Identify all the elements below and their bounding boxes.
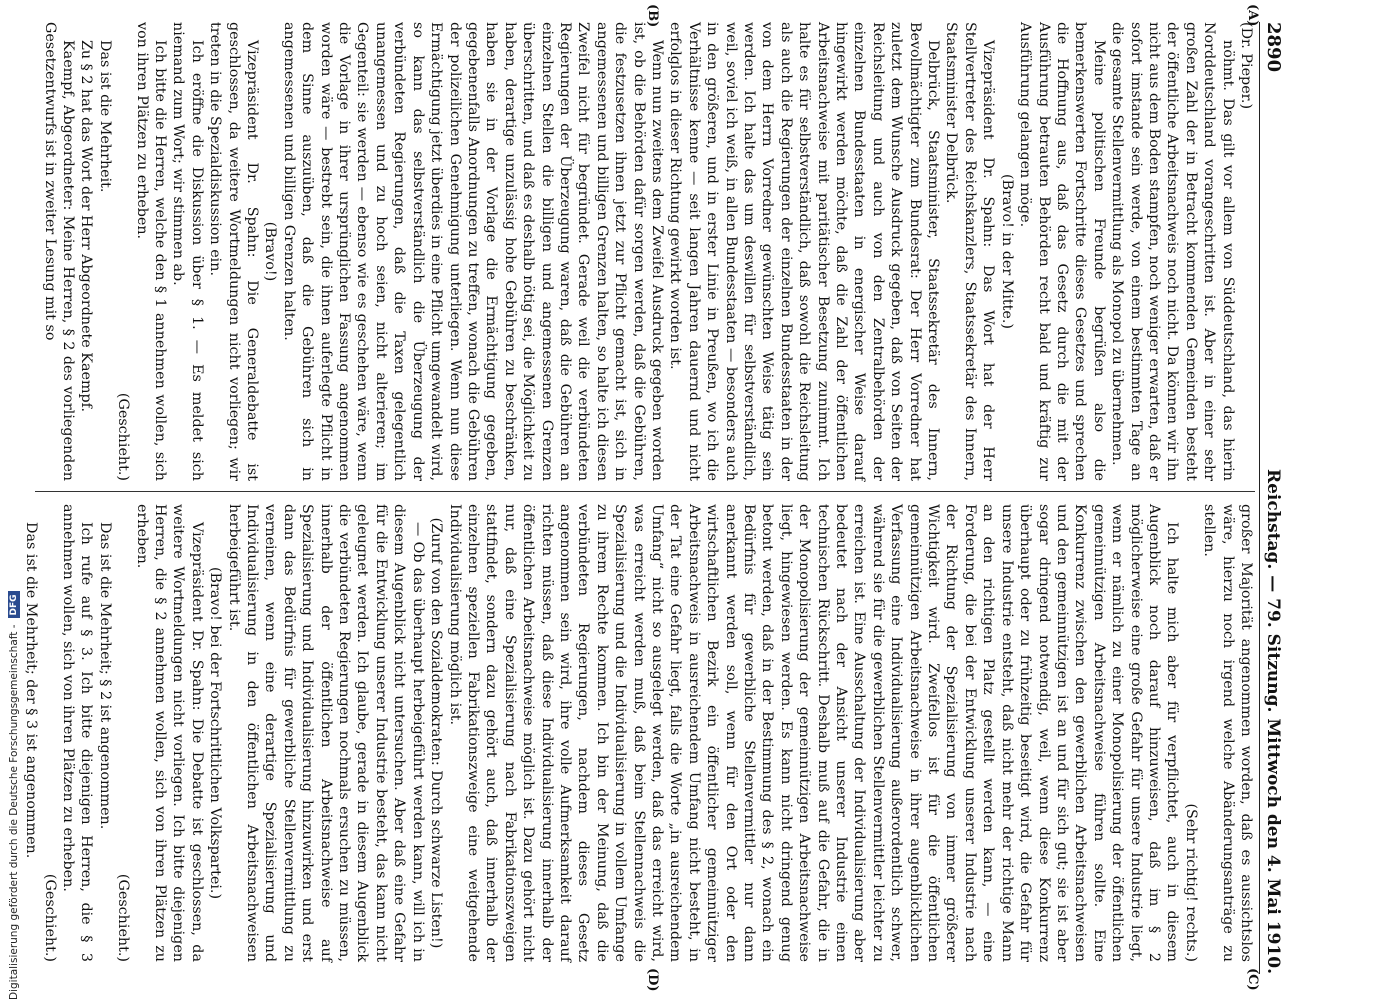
paragraph: Kaempf, Abgeordneter: Meine Herren, § 2 des vorliegenden Gesetzentwurfs ist in zweiter Lesung mit so (41, 22, 76, 481)
paragraph: Zu § 2 hat das Wort der Herr Abgeordnete Kaempf. (78, 40, 95, 412)
paragraph: Das ist die Mehrheit; § 2 ist angenommen. (96, 522, 113, 830)
margin-mark-b: (B) (645, 4, 660, 28)
paragraph: Vizepräsident Dr. Spahn: Das Wort hat der Herr Stellvertreter des Reichskanzlers, Staatssekretär des Innern, Staatsminister Delbrück. (943, 22, 997, 481)
reaction: (Geschieht.) (115, 873, 132, 962)
running-header (1259, 22, 1284, 974)
reaction: (Geschieht.) (115, 392, 132, 481)
paragraph: Vizepräsident Dr. Spahn: Die Generaldebatte ist geschlossen, da weitere Wortmeldungen nicht vorliegen; wir treten in die Spezialdiskussion ein. (207, 22, 261, 481)
paragraph: Meine politischen Freunde begrüßen also die bemerkenswerten Fortschritte dieses Gesetzes und sprechen die Hoffnung aus, daß das Gesetz durch die mit der Ausführung betrauten Behörden recht bald und kräftig zur Ausführung gelangen möge. (1017, 22, 1107, 481)
paragraph: nöhmt. Das gilt vor allem von Süddeutschland, das hierin Norddeutschland vorangeschritten ist. Aber in einer sehr großen Zahl der in Betracht kommenden Gemeinden besteht der öffentliche Arbeitsnachweis noch nicht. Da können wir ihn nicht aus dem Boden stampfen, noch weniger erwarten, daß er sofort imstande sein werde, von einem bestimmten Tage an die gesamte Stellenvermittlung als Monopol zu übernehmen. (1109, 22, 1236, 481)
paragraph: — Ob das überhaupt herbeigeführt werden kann, will ich in diesem Augenblick nicht untersuchen. Aber daß eine Gefahr für die Entwicklung unserer Industrie besteht, das kann nicht geleugnet werden. Ich glaube, gerade in diesem Augenblick die verbündeten Regierungen nochmals ersuchen zu müssen, innerhalb der öffentlichen Arbeitsnachweise auf Spezialisierung und Individualisierung hinzuwirken und erst dann das Bedürfnis für gewerbliche Stellenvermittlung zu verneinen, wenn eine derartige Spezialisierung und Individualisierung in den öffentlichen Arbeitsnachweisen herbeigeführt ist. (225, 504, 426, 962)
reaction: (Bravo! in der Mitte.) (998, 173, 1015, 330)
margin-mark-d: (D) (645, 968, 660, 992)
paragraph: Ich halte mich aber für verpflichtet, auch in diesem Augenblick noch darauf hinzuweisen, daß im § 2 möglicherweise eine große Gefahr für unsere Industrie liegt, wenn er nämlich zu einer Monopolisierung der öffentlichen gemeinnützigen Arbeitsnachweise führen sollte. Eine Konkurrenz zwischen den gewerblichen Arbeitsnachweisen und den gemeinnützigen ist an und für sich gut; sie ist aber sogar dringend notwendig, weil, wenn diese Konkurrenz überhaupt oder zu frühzeitig beseitigt wird, die Gefahr für unsere Industrie entsteht, daß nicht mehr der richtige Mann an den richtigen Platz gestellt werden kann, — eine Forderung, die bei der Entwicklung unserer Industrie nach der Richtung der Spezialisierung von immer größerer Wichtigkeit wird. Zweifellos ist für die öffentlichen gemeinnützigen Arbeitsnachweise in ihrer augenblicklichen Verfassung eine Individualisierung außerordentlich schwer, während sie für die gewerblichen Stellenvermittler leichter zu erreichen ist. Eine Ausschaltung der Individualisierung aber bedeutet nach der Ansicht unserer Industrie einen technischen Rückschritt. Deshalb muß auf die Gefahr, die in der Monopolisierung der gemeinnützigen Arbeitsnachweise liegt, hingewiesen werden. Es kann nicht dringend genug betont werden, daß in der Bestimmung des § 2, wonach ein Bedürfnis für gewerbliche Stellenvermittler nur dann anerkannt werden soll, wenn für den Ort oder den wirtschaftlichen Bezirk ein öffentlicher gemeinnütziger Arbeitsnachweis in ausreichendem Umfang nicht besteht, in der Tat eine Gefahr liegt, falls die Worte „in ausreichendem Umfang“ nicht so ausgelegt werden, daß das erreicht wird, was erreicht werden muß, daß beim Stellennachweis die Spezialisierung und die Individualisierung in vollem Umfange zu ihrem Rechte kommen. Ich bin der Meinung, daß die verbündeten Regierungen, nachdem dieses Gesetz angenommen sein wird, ihre volle Aufmerksamkeit darauf richten müssen, daß diese Individualisierung innerhalb der öffentlichen Arbeitsnachweise möglich ist. Dazu gehört nicht nur, daß eine Spezialisierung nach Fabrikationszweigen stattfindet, sondern dazu gehört auch, daß innerhalb der einzelnen speziellen Fabrikationszweige eine weitgehende Individualisierung möglich ist. (446, 504, 1181, 962)
right-column (23, 492, 1255, 962)
reaction: (Bravo!) (262, 221, 279, 282)
paragraph: Ich rufe auf § 3. Ich bitte diejenigen Herren, die § 3 annehmen wollen, sich von ihren Plätzen zu erheben. (60, 504, 95, 962)
paragraph: Das ist die Mehrheit; der § 3 ist angenommen. (23, 522, 40, 859)
reaction: (Bravo! bei der Fortschrittlichen Volkspartei.) (207, 566, 224, 900)
paragraph: Vizepräsident Dr. Spahn: Die Debatte ist geschlossen, da weitere Wortmeldungen nicht vorliegen. Ich bitte diejenigen Herren, die § 2 annehmen wollen, sich von ihren Plätzen zu erheben. (133, 504, 205, 962)
paragraph: Ich eröffne die Diskussion über § 1. — Es meldet sich niemand zum Wort; wir stimmen ab. (170, 22, 205, 481)
dfg-logo-icon: DFG (8, 591, 20, 618)
page-number: 2890 (1263, 22, 1284, 73)
paragraph: Ich bitte die Herren, welche den § 1 annehmen wollen, sich von ihren Plätzen zu erheben. (133, 22, 169, 481)
paragraph: Wenn nun zweitens dem Zweifel Ausdruck gegeben worden ist, ob die Behörden dafür sorgen werden, daß die Gebühren, die festzusetzen ihnen jetzt zur Pflicht gemacht ist, sich in angemessenen und billigen Grenzen halten, so halte ich diesen Zweifel nicht für begründet. Gerade weil die verbündeten Regierungen der Überzeugung waren, daß die Gebühren an einzelnen Stellen die billigen und angemessenen Grenzen überschritten, und daß es deshalb nötig sei, die Möglichkeit zu haben, derartige unzulässig hohe Gebühren zu beschränken, haben sie in der Vorlage die Ermächtigung gegeben, gegebenenfalls Anordnungen zu treffen, wonach die Gebühren der polizeilichen Genehmigung unterliegen. Wenn nun diese Ermächtigung jetzt überdies in eine Pflicht umgewandelt wird, so kann das selbstverständlich die Überzeugung der verbündeten Regierungen, daß die Taxen gelegentlich unangemessen und zu hoch seien, nicht alterieren; im Gegenteil: sie werden — ebenso wie es geschehen wäre, wenn die Vorlage in ihrer ursprünglichen Fassung angenommen worden wäre — bestrebt sein, die ihnen auferlegte Pflicht in dem Sinne auszuüben, daß die Gebühren sich in angemessenen und billigen Grenzen halten. (280, 22, 665, 481)
footer-text: Digitalisierung gefördert durch die Deutsche Forschungsgemeinschaft - (8, 624, 20, 1000)
header-title: Reichstag. — 79. Sitzung. Mittwoch den 4. Mai 1910. (1263, 468, 1283, 974)
reaction: (Geschieht.) (41, 873, 58, 962)
margin-mark-c: (C) (1245, 968, 1260, 991)
reaction: (Sehr richtig! rechts.) (1182, 803, 1199, 962)
paragraph: Das ist die Mehrheit. (96, 40, 113, 193)
digitization-footer (5, 200, 23, 1000)
speaker-tag: (Dr. Pieper.) (1238, 22, 1254, 110)
paragraph: Delbrück, Staatsminister, Staatssekretär des Innern, Bevollmächtigter zum Bundesrat: Der Herr Vorredner hat zuletzt dem Wunsche Ausdruck gegeben, daß von Seiten der Reichsleitung und auch von den Zentralbehörden der einzelnen Bundesstaaten in energischer Weise darauf hingewirkt werden möchte, daß die Zahl der öffentlichen Arbeitsnachweise mit paritätischer Besetzung zunimmt. Ich halte es für selbstverständlich, daß sowohl die Reichsleitung als auch die Regierungen der einzelnen Bundesstaaten in der von dem Herrn Vorredner gewünschten Weise tätig sein werden. Ich halte das um deswillen für selbstverständlich, weil, soviel ich weiß, in allen Bundesstaaten — besonders auch in den größeren, und in erster Linie in Preußen, wo ich die Verhältnisse kenne — seit langen Jahren dauernd und nicht erfolglos in dieser Richtung gewirkt worden ist. (667, 22, 942, 481)
left-column (35, 22, 1255, 492)
margin-mark-a: (A) (1245, 4, 1260, 27)
text-columns (23, 22, 1255, 974)
reaction: (Zuruf von den Sozialdemokraten: Durch schwarze Listen!) (428, 517, 445, 949)
paragraph: großer Majorität angenommen worden, daß es aussichtslos wäre, hierzu noch irgend welche Abänderungsanträge zu stellen. (1201, 504, 1254, 962)
